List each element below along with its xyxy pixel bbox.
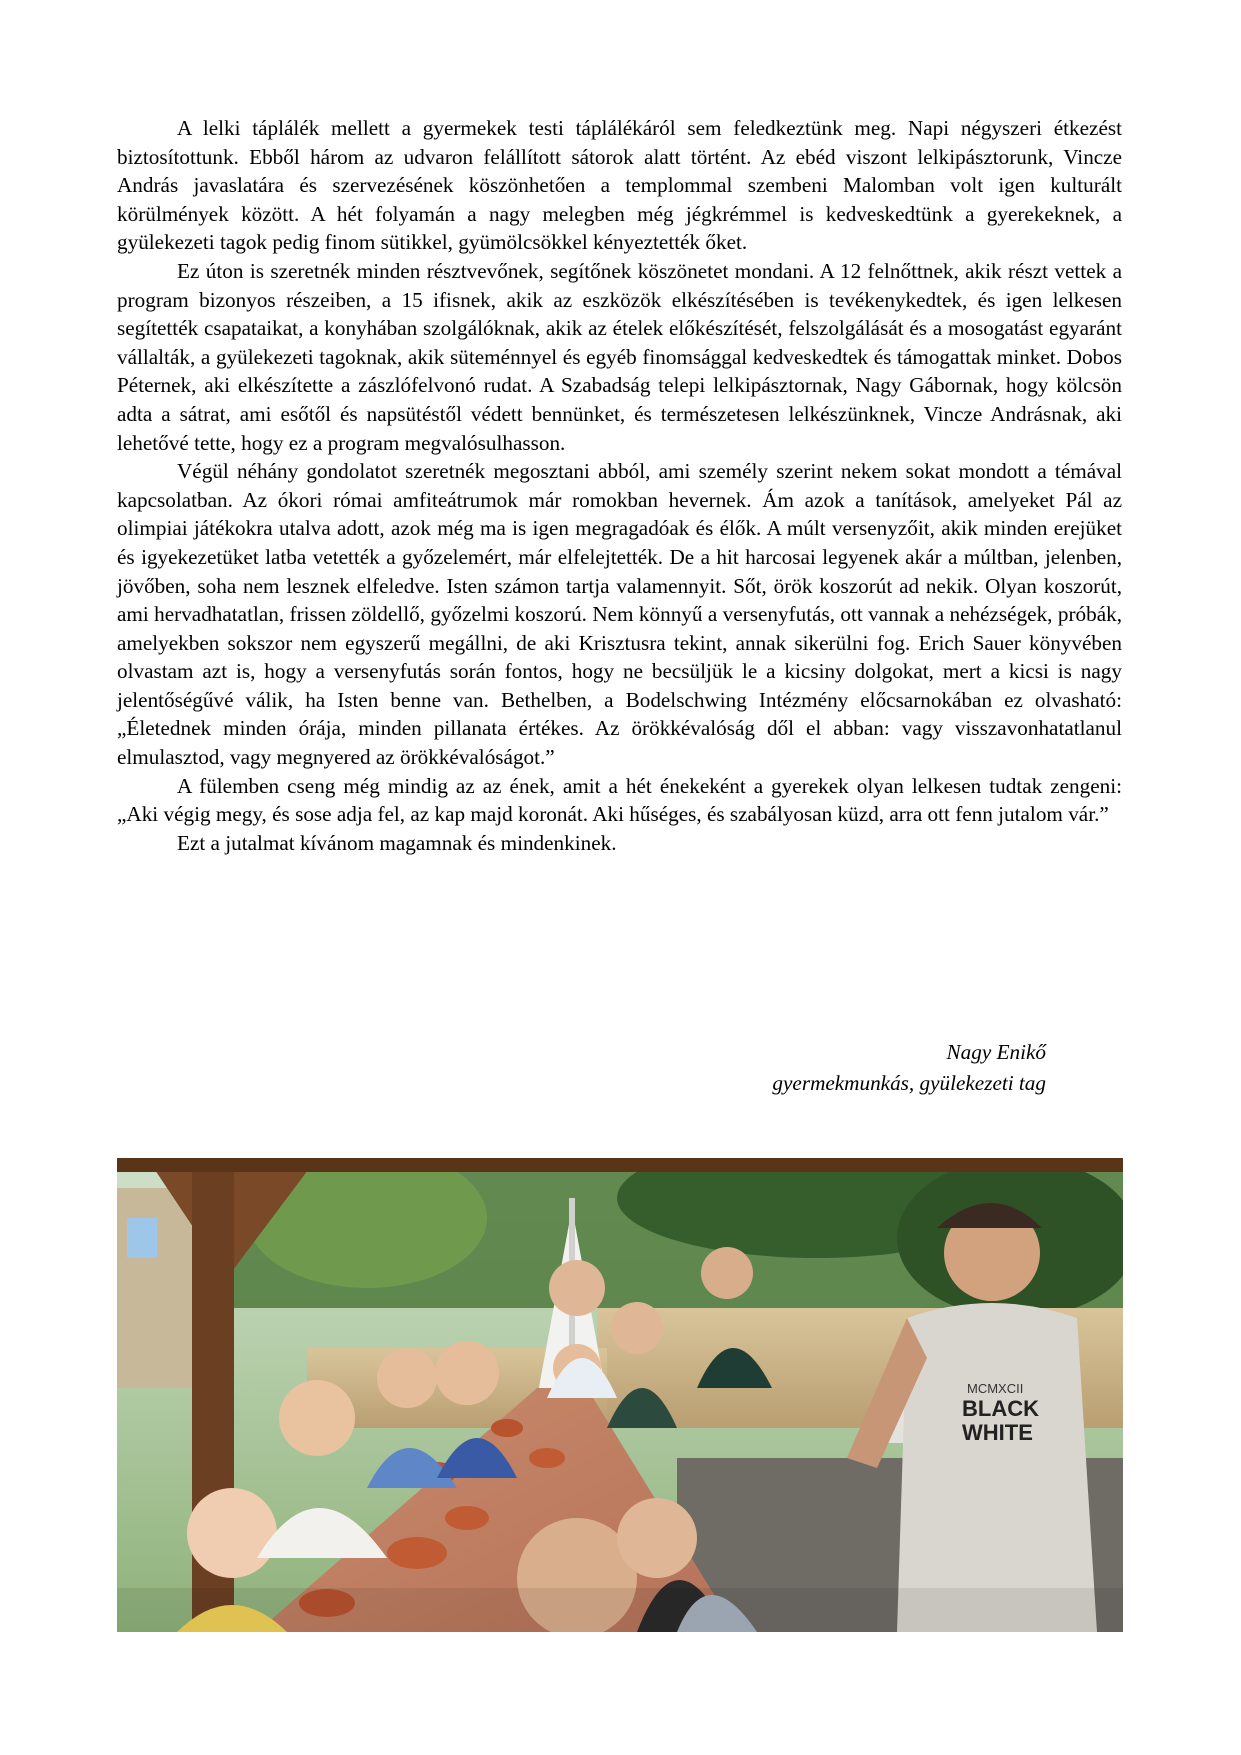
paragraph-closing: Ezt a jutalmat kívánom magamnak és mindenkinek. [177,830,617,855]
photo-illustration [117,1158,1123,1632]
event-photo [117,1158,1123,1632]
paragraph-thanks: Ez úton is szeretnék minden résztvevőnek, segítőnek köszönetet mondani. A 12 felnőttnek, akik részt vettek a program bizonyos részeiben, a 15 ifisnek, akik az eszközök elkészítésében is tevékenykedtek, és igen lelkesen segítették csapataikat, a konyhában szolgálóknak, akik az ételek előkészítését, felszolgálását és a mosogatást egyaránt vállalták, a gyülekezeti tagoknak, akik süteménnyel és egyéb finomsággal kedveskedtek és támogattak minket. Dobos Péternek, aki elkészítette a zászlófelvonó rudat. A Szabadság telepi lelkipásztornak, Nagy Gábornak, hogy kölcsön adta a sátrat, ami esőtől és napsütéstől védett bennünket, és természetesen lelkészünknek, Vincze Andrásnak, aki lehetővé tette, hogy ez a program megvalósulhasson. [117,258,1122,455]
signature-block [646,1037,1046,1099]
shirt-text-black: BLACK [962,1396,1039,1421]
paragraph-song: A fülemben cseng még mindig az az ének, amit a hét énekeként a gyerekek olyan lelkesen tudtak zengeni: „Aki végig megy, és sose adja fel, az kap majd koronát. Aki hűséges, és szabályosan küzd, arra ott fenn jutalom vár.” [117,773,1122,827]
paragraph-reflection: Végül néhány gondolatot szeretnék megosztani abból, ami személy szerint nekem sokat mondott a témával kapcsolatban. Az ókori római amfiteátrumok már romokban hevernek. Ám azok a tanítások, amelyeket Pál az olimpiai játékokra utalva adott, azok még ma is igen megragadóak és élők. A múlt versenyzőit, akik minden erejüket és igyekezetüket latba vetették a győzelemért, már elfelejtették. De a hit harcosai legyenek akár a múltban, jelenben, jövőben, soha nem lesznek elfeledve. Isten számon tartja valamennyit. Sőt, örök koszorút ad nekik. Olyan koszorút, ami hervadhatatlan, frissen zöldellő, győzelmi koszorú. Nem könnyű a versenyfutás, ott vannak a nehézségek, próbák, amelyekben sokszor nem egyszerű megállni, de aki Krisztusra tekint, annak sikerülni fog. Erich Sauer könyvében olvastam azt is, hogy a versenyfutás során fontos, hogy ne becsüljük le a kicsiny dolgokat, mert a kicsi is nagy jelentőségűvé válik, ha Isten benne van. Bethelben, a Bodelschwing Intézmény előcsarnokában ez olvasható: „Életednek minden órája, minden pillanata értékes. Az örökkévalóság dől el abban: vagy visszavonhatatlanul elmulasztod, vagy megnyered az örökkévalóságot.” [117,459,1122,770]
clay-pot [387,1537,447,1569]
author-role: gyermekmunkás, gyülekezeti tag [772,1071,1046,1095]
shirt-text-white: WHITE [962,1420,1033,1445]
shirt-text-year: MCMXCII [967,1381,1024,1396]
article-body [117,114,1122,857]
author-name: Nagy Enikő [946,1040,1046,1064]
paragraph-meals: A lelki táplálék mellett a gyermekek testi táplálékáról sem feledkeztünk meg. Napi négyszeri étkezést biztosítottunk. Ebből három az udvaron felállított sátorok alatt történt. Az ebéd viszont lelkipásztorunk, Vincze András javaslatára és szervezésének köszönhetően a templommal szembeni Malomban volt igen kulturált körülmények között. A hét folyamán a nagy melegben még jégkrémmel is kedveskedtünk a gyerekeknek, a gyülekezeti tagok pedig finom sütikkel, gyümölcsökkel kényeztették őket. [117,116,1122,255]
